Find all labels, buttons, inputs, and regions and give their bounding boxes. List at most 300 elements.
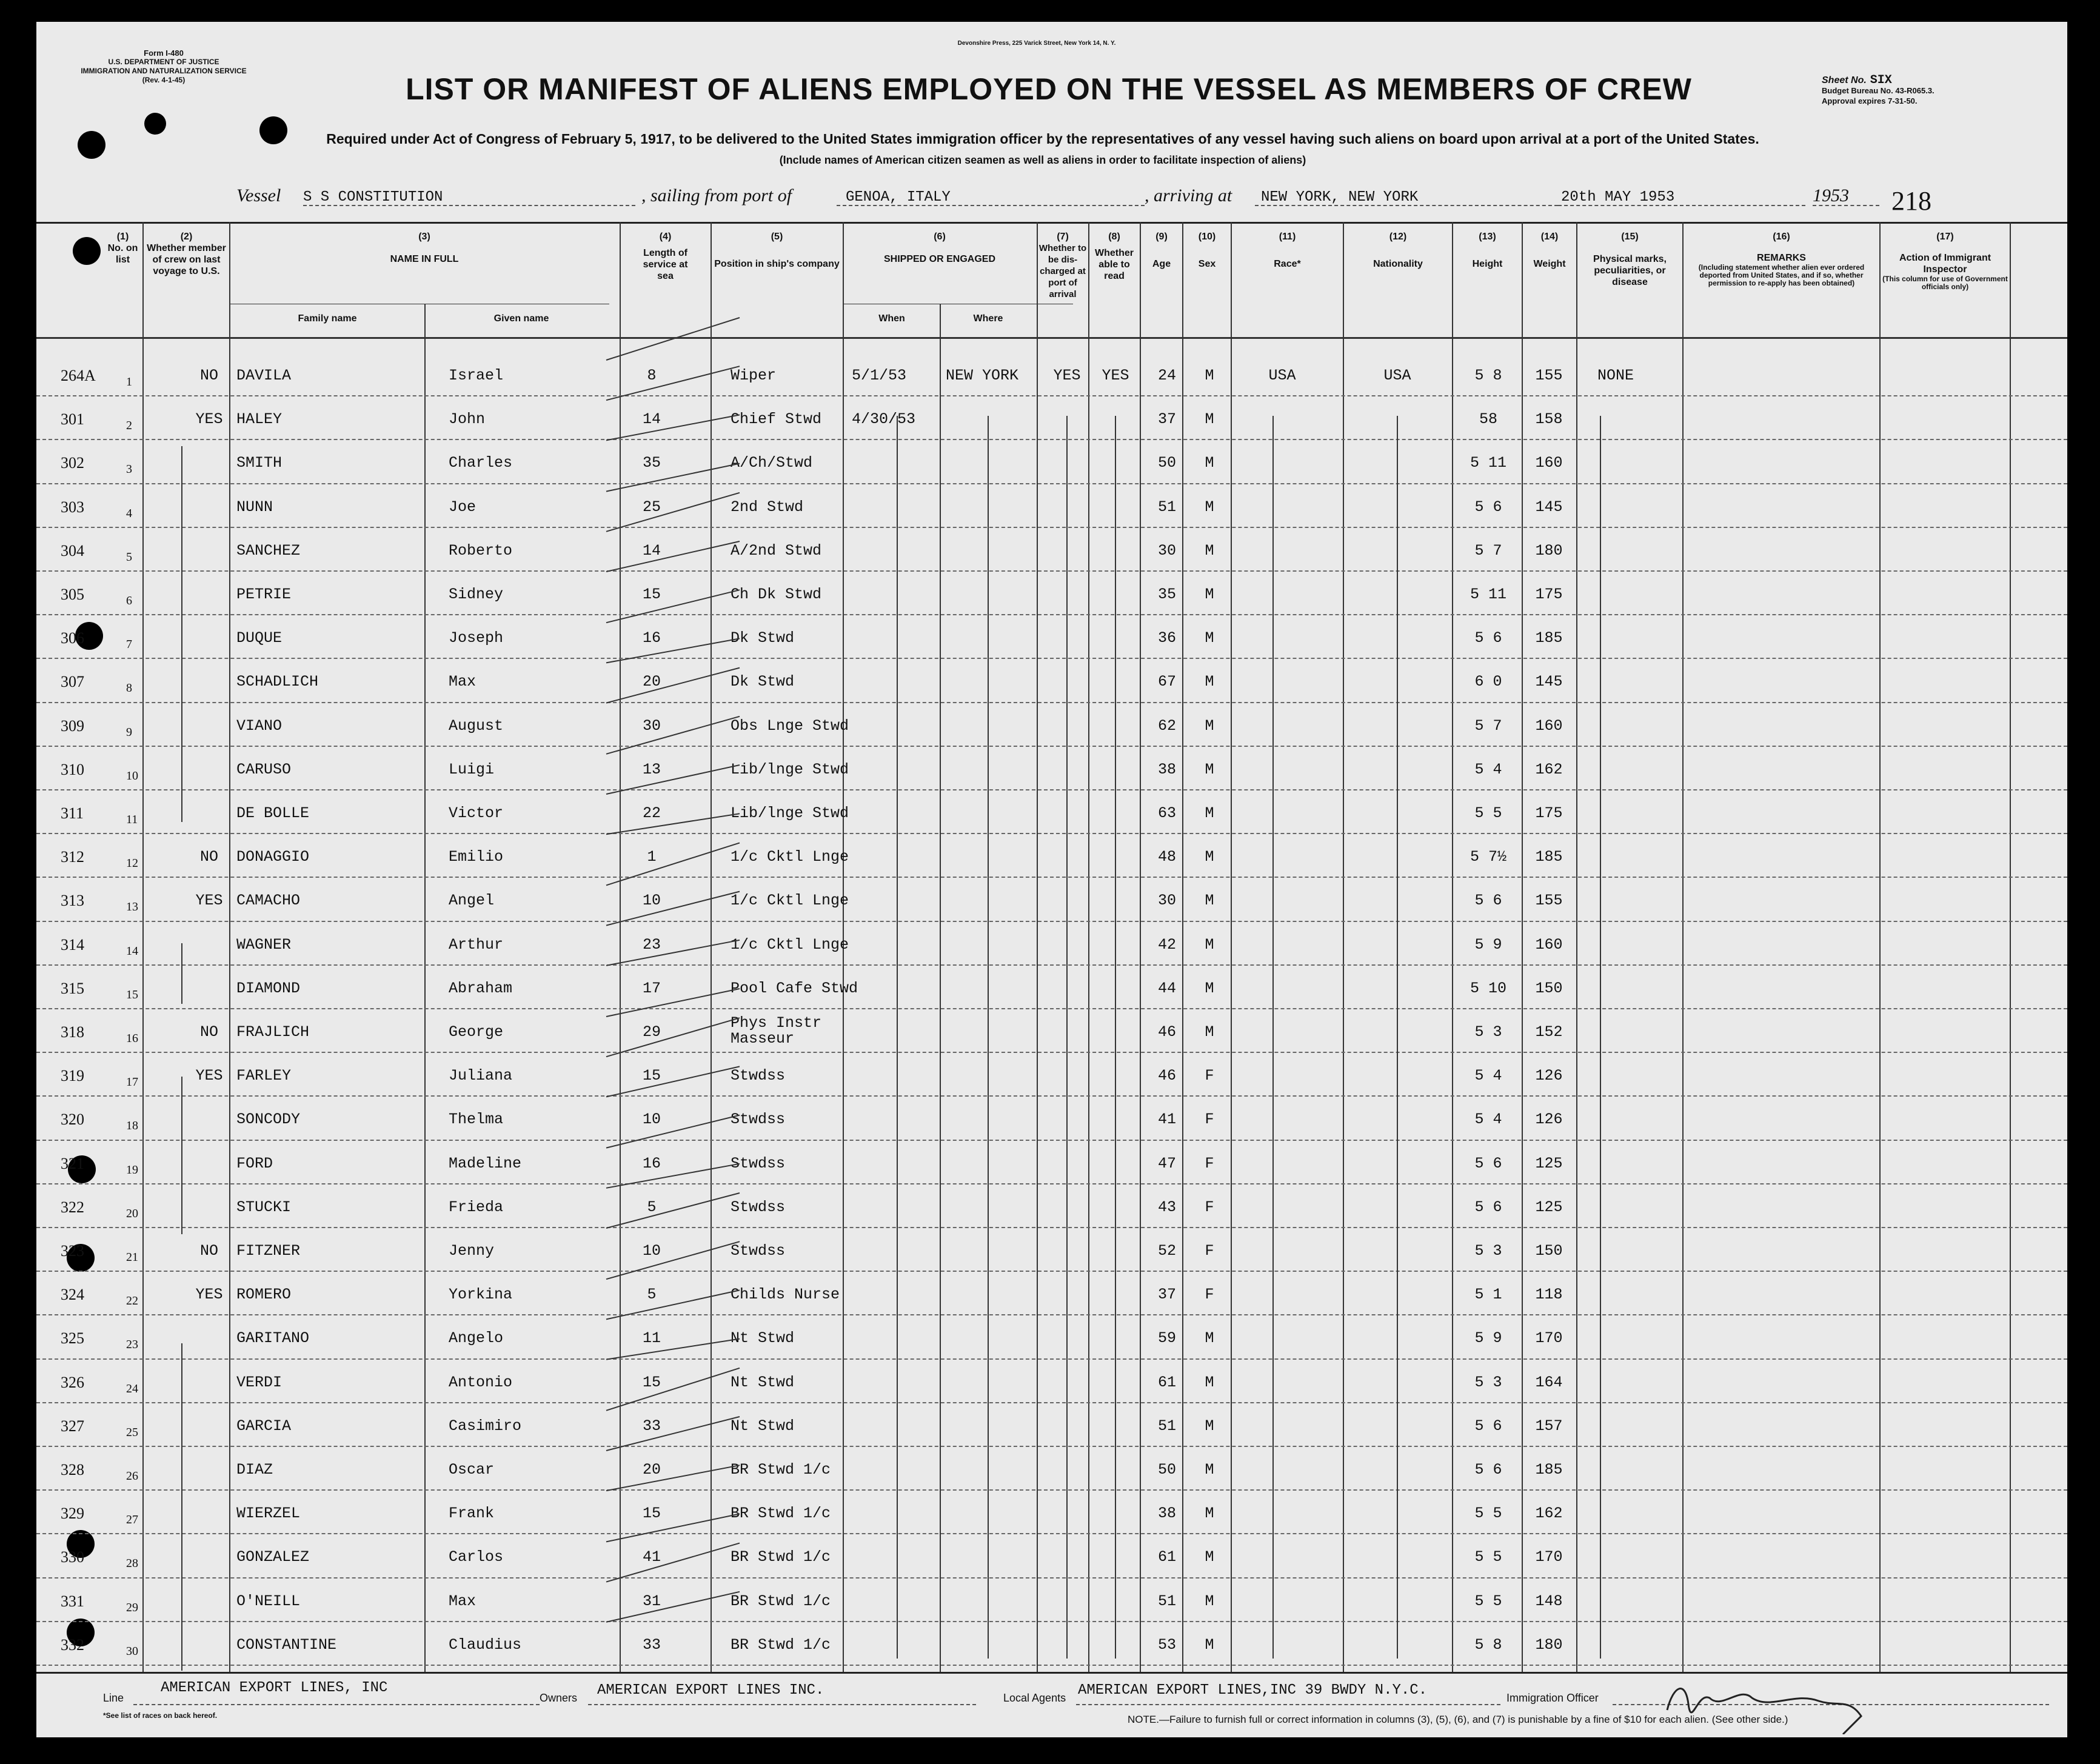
- cell-no: 264A: [61, 367, 96, 384]
- cell-sex: M: [1205, 454, 1214, 472]
- cell-idx: 22: [126, 1294, 138, 1308]
- col-12-header: (12) Nationality: [1373, 232, 1423, 269]
- cell-family: DAVILA: [236, 367, 292, 384]
- form-number: Form I-480: [144, 48, 184, 58]
- cell-position: Obs Lnge Stwd: [731, 717, 849, 735]
- cell-given: Roberto: [449, 541, 513, 560]
- department: U.S. DEPARTMENT OF JUSTICE: [108, 58, 219, 66]
- cell-weight: 180: [1535, 541, 1563, 560]
- cell-given: Victor: [449, 804, 504, 822]
- cell-height: 5 11: [1470, 586, 1506, 603]
- col-3-header: (3) NAME IN FULL: [390, 232, 459, 264]
- cell-member: YES: [195, 1286, 223, 1304]
- cell-given: Madeline: [449, 1154, 522, 1172]
- cell-family: SANCHEZ: [236, 541, 301, 560]
- cell-marks: NONE: [1597, 367, 1634, 384]
- cell-height: 5 4: [1474, 760, 1502, 778]
- cell-weight: 152: [1535, 1023, 1563, 1041]
- cell-weight: 150: [1535, 1242, 1563, 1260]
- cell-service: 16: [642, 1154, 661, 1172]
- cell-age: 43: [1157, 1198, 1176, 1216]
- cell-family: SCHADLICH: [236, 673, 319, 691]
- cell-age: 36: [1157, 629, 1176, 647]
- cell-position: A/2nd Stwd: [731, 541, 822, 560]
- cell-height: 5 10: [1470, 979, 1506, 997]
- cell-weight: 170: [1535, 1548, 1563, 1566]
- col-17-header: (17) Action of Immigrant Inspector (This column for use of Government officials only): [1882, 232, 2008, 291]
- cell-given: Sidney: [449, 586, 504, 603]
- cell-sex: M: [1205, 979, 1214, 997]
- cell-position: Nt Stwd: [731, 1373, 795, 1391]
- cell-sex: F: [1205, 1067, 1214, 1085]
- cell-height: 5 8: [1474, 1635, 1502, 1654]
- cell-sex: M: [1205, 673, 1214, 691]
- cell-service: 15: [642, 1505, 661, 1523]
- cell-sex: M: [1205, 717, 1214, 735]
- cell-no: 302: [61, 454, 84, 472]
- cell-height: 5 6: [1474, 1417, 1502, 1435]
- cell-idx: 12: [126, 857, 138, 870]
- cell-no: 325: [61, 1329, 84, 1348]
- approval-expiry: Approval expires 7-31-50.: [1822, 96, 1918, 105]
- cell-age: 62: [1157, 717, 1176, 735]
- cell-age: 50: [1157, 1461, 1176, 1478]
- port-to: NEW YORK, NEW YORK: [1261, 189, 1419, 205]
- cell-family: DONAGGIO: [236, 848, 310, 866]
- cell-family: FARLEY: [236, 1067, 292, 1085]
- cell-family: STUCKI: [236, 1198, 292, 1216]
- cell-weight: 175: [1535, 586, 1563, 603]
- cell-position: Childs Nurse: [731, 1286, 840, 1304]
- cell-service: 5: [647, 1198, 657, 1216]
- cell-service: 25: [642, 498, 661, 516]
- cell-height: 5 6: [1474, 498, 1502, 516]
- cell-given: Frank: [449, 1505, 495, 1523]
- cell-sex: F: [1205, 1242, 1214, 1260]
- cell-given: Jenny: [449, 1242, 495, 1260]
- cell-sex: M: [1205, 1592, 1214, 1610]
- sheet-number: Sheet No. SIX: [1822, 73, 1892, 87]
- cell-position: Stwdss: [731, 1067, 786, 1085]
- cell-family: PETRIE: [236, 586, 292, 603]
- penalty-note: NOTE.—Failure to furnish full or correct information in columns (3), (5), (6), and (7) is punishable by a fine of $10 for each alien. (See other side.): [1128, 1714, 1788, 1725]
- cell-idx: 26: [126, 1469, 138, 1483]
- cell-idx: 29: [126, 1600, 138, 1614]
- cell-no: 327: [61, 1417, 84, 1435]
- cell-sex: M: [1205, 892, 1214, 910]
- cell-position: Dk Stwd: [731, 629, 795, 647]
- budget-bureau: Budget Bureau No. 43-R065.3.: [1822, 86, 1934, 95]
- cell-family: CARUSO: [236, 760, 292, 778]
- cell-sex: M: [1205, 1373, 1214, 1391]
- cell-idx: 1: [126, 375, 132, 389]
- cell-weight: 155: [1535, 367, 1563, 384]
- cell-weight: 158: [1535, 410, 1563, 429]
- cell-height: 5 5: [1474, 804, 1502, 822]
- owners-label: Owners: [540, 1692, 578, 1704]
- cell-service: 33: [642, 1417, 661, 1435]
- cell-service: 11: [642, 1329, 661, 1348]
- agents-label: Local Agents: [1003, 1692, 1066, 1704]
- cell-given: Yorkina: [449, 1286, 513, 1304]
- cell-where: NEW YORK: [946, 367, 1019, 384]
- cell-given: August: [449, 717, 504, 735]
- cell-age: 51: [1157, 1592, 1176, 1610]
- cell-idx: 20: [126, 1206, 138, 1220]
- cell-height: 5 6: [1474, 892, 1502, 910]
- cell-age: 42: [1157, 935, 1176, 954]
- cell-given: Antonio: [449, 1373, 513, 1391]
- col-3-family-header: Family name: [298, 313, 357, 324]
- cell-service: 31: [642, 1592, 661, 1610]
- service: IMMIGRATION AND NATURALIZATION SERVICE: [81, 67, 247, 75]
- cell-family: GARITANO: [236, 1329, 310, 1348]
- cell-idx: 9: [126, 725, 132, 739]
- cell-no: 307: [61, 673, 84, 691]
- cell-weight: 157: [1535, 1417, 1563, 1435]
- page-number: 218: [1891, 186, 1931, 216]
- cell-family: VERDI: [236, 1373, 283, 1391]
- cell-weight: 185: [1535, 629, 1563, 647]
- cell-weight: 160: [1535, 935, 1563, 954]
- cell-age: 61: [1157, 1373, 1176, 1391]
- cell-no: 309: [61, 717, 84, 735]
- cell-given: Luigi: [449, 760, 495, 778]
- cell-given: Joseph: [449, 629, 504, 647]
- col-15-header: (15) Physical marks, peculiarities, or disease: [1593, 232, 1667, 287]
- cell-height: 5 3: [1474, 1373, 1502, 1391]
- cell-weight: 180: [1535, 1635, 1563, 1654]
- cell-position: Chief Stwd: [731, 410, 822, 429]
- cell-weight: 164: [1535, 1373, 1563, 1391]
- cell-sex: M: [1205, 1548, 1214, 1566]
- cell-idx: 18: [126, 1119, 138, 1133]
- cell-sex: M: [1205, 1023, 1214, 1041]
- cell-height: 58: [1479, 410, 1497, 429]
- cell-position: Stwdss: [731, 1198, 786, 1216]
- cell-position: Stwdss: [731, 1154, 786, 1172]
- cell-service: 10: [642, 1242, 661, 1260]
- cell-weight: 175: [1535, 804, 1563, 822]
- cell-given: Thelma: [449, 1111, 504, 1129]
- cell-no: 332: [61, 1635, 84, 1654]
- cell-no: 305: [61, 586, 84, 603]
- cell-no: 323: [61, 1242, 84, 1260]
- cell-member: YES: [195, 410, 223, 429]
- cell-sex: F: [1205, 1286, 1214, 1304]
- cell-given: Frieda: [449, 1198, 504, 1216]
- cell-weight: 118: [1535, 1286, 1563, 1304]
- cell-family: VIANO: [236, 717, 283, 735]
- cell-age: 63: [1157, 804, 1176, 822]
- cell-given: Arthur: [449, 935, 504, 954]
- printer-imprint: Devonshire Press, 225 Varick Street, New York 14, N. Y.: [957, 40, 1116, 47]
- cell-family: CONSTANTINE: [236, 1635, 337, 1654]
- cell-sex: M: [1205, 498, 1214, 516]
- cell-age: 24: [1157, 367, 1176, 384]
- col-5-header: (5) Position in ship's company: [714, 232, 840, 269]
- cell-no: 310: [61, 760, 84, 778]
- cell-weight: 145: [1535, 673, 1563, 691]
- cell-no: 329: [61, 1505, 84, 1523]
- cell-service: 5: [647, 1286, 657, 1304]
- cell-idx: 21: [126, 1251, 138, 1264]
- cell-given: Israel: [449, 367, 504, 384]
- cell-service: 1: [647, 848, 657, 866]
- cell-idx: 8: [126, 681, 132, 695]
- cell-member: YES: [195, 892, 223, 910]
- cell-service: 20: [642, 1461, 661, 1478]
- cell-position: 1/c Cktl Lnge: [731, 848, 849, 866]
- cell-weight: 160: [1535, 454, 1563, 472]
- cell-no: 320: [61, 1111, 84, 1129]
- revision: (Rev. 4-1-45): [142, 76, 186, 84]
- cell-family: DIAZ: [236, 1461, 273, 1478]
- cell-position: Nt Stwd: [731, 1417, 795, 1435]
- cell-height: 5 6: [1474, 1461, 1502, 1478]
- cell-position: Nt Stwd: [731, 1329, 795, 1348]
- cell-age: 51: [1157, 498, 1176, 516]
- manifest-sheet: [36, 22, 2067, 1737]
- cell-given: Angelo: [449, 1329, 504, 1348]
- col-9-header: (9) Age: [1152, 232, 1171, 269]
- cell-sex: M: [1205, 1329, 1214, 1348]
- line-value: AMERICAN EXPORT LINES, INC: [161, 1680, 388, 1696]
- cell-position: BR Stwd 1/c: [731, 1548, 831, 1566]
- races-note: *See list of races on back hereof.: [103, 1711, 218, 1720]
- col-3-given-header: Given name: [493, 313, 549, 324]
- cell-given: George: [449, 1023, 504, 1041]
- cell-age: 61: [1157, 1548, 1176, 1566]
- col-10-header: (10) Sex: [1198, 232, 1216, 269]
- cell-weight: 162: [1535, 1505, 1563, 1523]
- col-6-where-header: Where: [973, 313, 1003, 324]
- cell-height: 5 4: [1474, 1111, 1502, 1129]
- cell-no: 313: [61, 892, 84, 910]
- cell-age: 35: [1157, 586, 1176, 603]
- cell-nationality: USA: [1383, 367, 1411, 384]
- cell-height: 5 7: [1474, 541, 1502, 560]
- cell-idx: 13: [126, 900, 138, 914]
- cell-height: 5 3: [1474, 1023, 1502, 1041]
- vessel-label: Vessel: [236, 185, 281, 205]
- cell-member: NO: [199, 1023, 218, 1041]
- cell-idx: 15: [126, 987, 138, 1001]
- cell-read: YES: [1102, 367, 1129, 384]
- cell-position: Phys Instr Masseur: [731, 1014, 822, 1047]
- cell-age: 59: [1157, 1329, 1176, 1348]
- cell-family: WAGNER: [236, 935, 292, 954]
- pen-tick-marks: [36, 22, 2067, 1737]
- cell-no: 326: [61, 1373, 84, 1391]
- cell-age: 50: [1157, 454, 1176, 472]
- cell-when: 4/30/53: [852, 410, 916, 429]
- cell-height: 5 7: [1474, 717, 1502, 735]
- cell-sex: M: [1205, 629, 1214, 647]
- cell-age: 37: [1157, 410, 1176, 429]
- port-from: GENOA, ITALY: [846, 189, 951, 205]
- col-16-header: (16) REMARKS (Including statement whether alien ever ordered deported from United States, and if so, whether permission to re-apply has been obtained): [1698, 232, 1865, 287]
- cell-weight: 185: [1535, 1461, 1563, 1478]
- cell-position: 1/c Cktl Lnge: [731, 935, 849, 954]
- cell-position: BR Stwd 1/c: [731, 1461, 831, 1478]
- cell-service: 17: [642, 979, 661, 997]
- cell-given: Abraham: [449, 979, 513, 997]
- cell-idx: 16: [126, 1032, 138, 1045]
- cell-height: 5 11: [1470, 454, 1506, 472]
- cell-given: Max: [449, 673, 477, 691]
- cell-sex: M: [1205, 848, 1214, 866]
- cell-service: 22: [642, 804, 661, 822]
- cell-weight: 162: [1535, 760, 1563, 778]
- cell-height: 5 6: [1474, 1154, 1502, 1172]
- cell-position: Stwdss: [731, 1111, 786, 1129]
- cell-idx: 7: [126, 638, 132, 652]
- cell-age: 67: [1157, 673, 1176, 691]
- cell-idx: 23: [126, 1338, 138, 1352]
- cell-no: 301: [61, 410, 84, 429]
- document-instruction: (Include names of American citizen seamen as well as aliens in order to facilitate inspection of aliens): [779, 154, 1306, 166]
- cell-sex: M: [1205, 367, 1214, 384]
- col-14-header: (14) Weight: [1533, 232, 1566, 269]
- cell-family: DIAMOND: [236, 979, 301, 997]
- cell-family: FITZNER: [236, 1242, 301, 1260]
- cell-idx: 17: [126, 1075, 138, 1089]
- cell-weight: 150: [1535, 979, 1563, 997]
- cell-age: 46: [1157, 1067, 1176, 1085]
- line-label: Line: [103, 1692, 124, 1704]
- cell-service: 23: [642, 935, 661, 954]
- cell-position: BR Stwd 1/c: [731, 1592, 831, 1610]
- col-13-header: (13) Height: [1472, 232, 1503, 269]
- cell-service: 35: [642, 454, 661, 472]
- cell-no: 315: [61, 979, 84, 997]
- cell-family: DUQUE: [236, 629, 283, 647]
- cell-weight: 126: [1535, 1067, 1563, 1085]
- cell-no: 303: [61, 498, 84, 516]
- cell-position: Ch Dk Stwd: [731, 586, 822, 603]
- cell-no: 318: [61, 1023, 84, 1041]
- cell-given: Angel: [449, 892, 495, 910]
- cell-idx: 5: [126, 550, 132, 564]
- cell-idx: 6: [126, 594, 132, 607]
- cell-family: HALEY: [236, 410, 283, 429]
- cell-given: Carlos: [449, 1548, 504, 1566]
- officer-label: Immigration Officer: [1506, 1692, 1599, 1704]
- col-4-header: (4) Length of service at sea: [643, 232, 688, 281]
- cell-sex: F: [1205, 1111, 1214, 1129]
- cell-no: 324: [61, 1286, 84, 1304]
- cell-sex: M: [1205, 1461, 1214, 1478]
- cell-position: Lib/lnge Stwd: [731, 760, 849, 778]
- cell-sex: M: [1205, 1635, 1214, 1654]
- cell-no: 314: [61, 935, 84, 954]
- cell-height: 5 6: [1474, 1198, 1502, 1216]
- cell-sex: M: [1205, 541, 1214, 560]
- col-6-when-header: When: [878, 313, 905, 324]
- cell-position: Pool Cafe Stwd: [731, 979, 858, 997]
- cell-idx: 14: [126, 944, 138, 958]
- col-7-header: (7) Whether to be dis-charged at port of arrival: [1038, 232, 1087, 299]
- cell-service: 20: [642, 673, 661, 691]
- document-title: LIST OR MANIFEST OF ALIENS EMPLOYED ON THE VESSEL AS MEMBERS OF CREW: [406, 72, 1692, 106]
- cell-no: 330: [61, 1548, 84, 1566]
- cell-height: 5 1: [1474, 1286, 1502, 1304]
- cell-height: 5 8: [1474, 367, 1502, 384]
- agents-value: AMERICAN EXPORT LINES,INC 39 BWDY N.Y.C.: [1078, 1682, 1428, 1699]
- cell-no: 304: [61, 541, 84, 560]
- cell-sex: M: [1205, 586, 1214, 603]
- cell-family: CAMACHO: [236, 892, 301, 910]
- cell-height: 5 6: [1474, 629, 1502, 647]
- cell-service: 13: [642, 760, 661, 778]
- cell-when: 5/1/53: [852, 367, 907, 384]
- cell-member: NO: [199, 848, 218, 866]
- cell-height: 5 9: [1474, 935, 1502, 954]
- cell-age: 37: [1157, 1286, 1176, 1304]
- cell-age: 51: [1157, 1417, 1176, 1435]
- cell-height: 5 5: [1474, 1548, 1502, 1566]
- cell-position: 1/c Cktl Lnge: [731, 892, 849, 910]
- cell-weight: 148: [1535, 1592, 1563, 1610]
- cell-member: YES: [195, 1067, 223, 1085]
- cell-service: 33: [642, 1635, 661, 1654]
- cell-age: 48: [1157, 848, 1176, 866]
- cell-family: GARCIA: [236, 1417, 292, 1435]
- cell-family: FORD: [236, 1154, 273, 1172]
- cell-sex: M: [1205, 760, 1214, 778]
- arrival-date: 20th MAY 1953: [1561, 189, 1675, 205]
- cell-no: 321: [61, 1154, 84, 1172]
- cell-weight: 185: [1535, 848, 1563, 866]
- cell-age: 44: [1157, 979, 1176, 997]
- cell-family: SMITH: [236, 454, 283, 472]
- cell-age: 46: [1157, 1023, 1176, 1041]
- cell-age: 41: [1157, 1111, 1176, 1129]
- cell-position: BR Stwd 1/c: [731, 1505, 831, 1523]
- cell-idx: 19: [126, 1163, 138, 1177]
- cell-weight: 145: [1535, 498, 1563, 516]
- cell-weight: 126: [1535, 1111, 1563, 1129]
- cell-weight: 125: [1535, 1198, 1563, 1216]
- cell-service: 16: [642, 629, 661, 647]
- cell-service: 29: [642, 1023, 661, 1041]
- cell-height: 5 4: [1474, 1067, 1502, 1085]
- cell-family: WIERZEL: [236, 1505, 301, 1523]
- owners-value: AMERICAN EXPORT LINES INC.: [597, 1682, 824, 1699]
- cell-idx: 3: [126, 463, 132, 476]
- cell-given: Juliana: [449, 1067, 513, 1085]
- cell-given: Max: [449, 1592, 477, 1610]
- year-printed: 1953: [1813, 185, 1849, 205]
- cell-service: 41: [642, 1548, 661, 1566]
- col-11-header: (11) Race*: [1274, 232, 1301, 269]
- cell-race: USA: [1268, 367, 1296, 384]
- cell-no: 322: [61, 1198, 84, 1216]
- cell-no: 312: [61, 848, 84, 866]
- cell-idx: 11: [126, 813, 138, 826]
- document-subtitle: Required under Act of Congress of February 5, 1917, to be delivered to the United States immigration officer by the representatives of any vessel having such aliens on board upon arrival at a port of the United States.: [326, 131, 1759, 147]
- cell-weight: 160: [1535, 717, 1563, 735]
- cell-service: 8: [647, 367, 657, 384]
- cell-height: 5 5: [1474, 1592, 1502, 1610]
- cell-member: NO: [199, 367, 218, 384]
- cell-service: 15: [642, 1067, 661, 1085]
- cell-idx: 2: [126, 419, 132, 433]
- sailing-label: , sailing from port of: [641, 185, 792, 205]
- cell-family: FRAJLICH: [236, 1023, 310, 1041]
- cell-family: GONZALEZ: [236, 1548, 310, 1566]
